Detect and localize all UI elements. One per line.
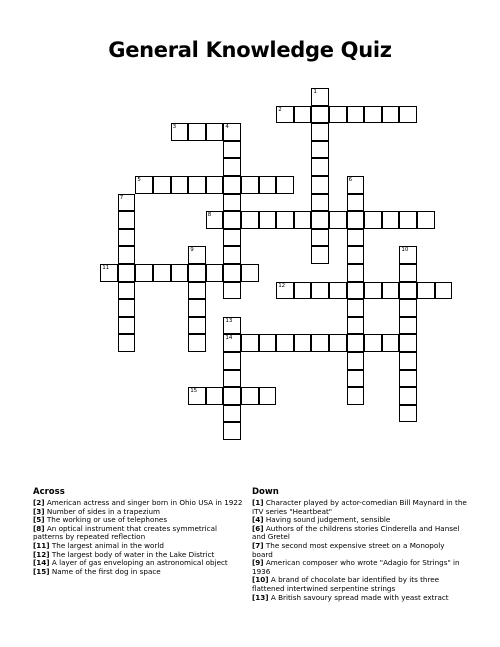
grid-cell[interactable] <box>223 370 241 388</box>
grid-cell[interactable] <box>241 176 259 194</box>
grid-cell[interactable] <box>347 334 365 352</box>
grid-cell[interactable] <box>347 246 365 264</box>
grid-cell[interactable] <box>399 282 417 300</box>
down-clue <box>252 559 467 576</box>
clue-text: Character played by actor-comedian Bill Maynard in the ITV series "Heartbeat" <box>252 498 467 516</box>
grid-cell[interactable] <box>171 123 189 141</box>
grid-cell[interactable] <box>329 334 347 352</box>
clue-text: The largest animal in the world <box>51 540 164 550</box>
grid-cell[interactable] <box>399 334 417 352</box>
grid-cell[interactable] <box>399 106 417 124</box>
clue-number: [6] <box>252 523 264 533</box>
clue-number: [1] <box>252 498 264 507</box>
grid-cell[interactable] <box>347 317 365 335</box>
grid-cell[interactable] <box>223 352 241 370</box>
grid-cell[interactable] <box>294 282 312 300</box>
cell-number: 5 <box>137 177 141 183</box>
clue-text: The largest body of water in the Lake District <box>51 549 215 559</box>
down-clue <box>252 542 467 559</box>
grid-cell[interactable] <box>399 264 417 282</box>
clue-text: American actress and singer born in Ohio USA in 1922 <box>46 498 243 507</box>
grid-cell[interactable] <box>118 211 136 229</box>
clue-text: Number of sides in a trapezium <box>46 506 161 516</box>
across-heading: Across <box>33 487 65 497</box>
clue-text: Authors of the childrens stories Cinderella and Hansel and Gretel <box>252 523 460 542</box>
grid-cell[interactable] <box>382 106 400 124</box>
cell-number: 2 <box>278 106 282 113</box>
grid-cell[interactable] <box>417 211 435 229</box>
grid-cell[interactable] <box>276 334 294 352</box>
grid-cell[interactable] <box>188 264 206 282</box>
grid-cell[interactable] <box>118 299 136 317</box>
down-clues <box>252 487 467 602</box>
grid-cell[interactable] <box>347 352 365 370</box>
clue-number: [9] <box>252 558 264 568</box>
grid-cell[interactable] <box>382 282 400 300</box>
grid-cell[interactable] <box>241 211 259 229</box>
cell-number: 12 <box>278 282 286 289</box>
grid-cell[interactable] <box>329 211 347 229</box>
grid-cell[interactable] <box>188 282 206 300</box>
grid-cell[interactable] <box>347 211 365 229</box>
grid-cell[interactable] <box>399 246 417 264</box>
cell-number: 14 <box>225 335 233 342</box>
grid-cell[interactable] <box>241 264 259 282</box>
grid-cell[interactable] <box>223 211 241 229</box>
grid-cell[interactable] <box>311 246 329 264</box>
grid-cell[interactable] <box>364 282 382 300</box>
cell-number: 6 <box>348 177 353 183</box>
page-title: General Knowledge Quiz <box>108 38 392 62</box>
cell-number: 1 <box>313 89 317 95</box>
grid-cell[interactable] <box>188 123 206 141</box>
down-clue <box>252 594 467 603</box>
grid-cell[interactable] <box>347 282 365 300</box>
grid-cell[interactable] <box>223 123 241 141</box>
grid-cell[interactable] <box>276 282 294 300</box>
grid-cell[interactable] <box>206 211 224 229</box>
clue-number: [8] <box>33 523 45 533</box>
clue-number: [15] <box>33 566 50 576</box>
grid-cell[interactable] <box>311 106 329 124</box>
grid-cell[interactable] <box>223 422 241 440</box>
cell-number: 13 <box>225 317 233 324</box>
cell-number: 9 <box>190 247 194 254</box>
cell-number: 8 <box>207 212 212 219</box>
cell-number: 15 <box>190 388 198 395</box>
grid-cell[interactable] <box>223 158 241 176</box>
grid-cell[interactable] <box>206 264 224 282</box>
clue-text: The working or use of telephones <box>46 515 168 525</box>
clue-number: [3] <box>33 506 45 516</box>
grid-cell[interactable] <box>364 334 382 352</box>
grid-cell[interactable] <box>188 387 206 405</box>
grid-cell[interactable] <box>382 211 400 229</box>
grid-cell[interactable] <box>294 334 312 352</box>
grid-cell[interactable] <box>311 141 329 159</box>
grid-cell[interactable] <box>276 211 294 229</box>
grid-cell[interactable] <box>223 246 241 264</box>
grid-cell[interactable] <box>417 282 435 300</box>
grid-cell[interactable] <box>206 176 224 194</box>
grid-cell[interactable] <box>223 229 241 247</box>
grid-cell[interactable] <box>294 211 312 229</box>
grid-cell[interactable] <box>135 176 153 194</box>
grid-cell[interactable] <box>347 299 365 317</box>
across-clue-list <box>33 499 248 576</box>
grid-cell[interactable] <box>347 229 365 247</box>
grid-cell[interactable] <box>347 370 365 388</box>
grid-cell[interactable] <box>382 334 400 352</box>
grid-cell[interactable] <box>171 264 189 282</box>
clue-text: Name of the first dog in space <box>51 566 161 576</box>
clue-number: [11] <box>33 540 50 550</box>
grid-cell[interactable] <box>276 106 294 124</box>
clue-number: [5] <box>33 515 45 525</box>
grid-cell[interactable] <box>118 246 136 264</box>
grid-cell[interactable] <box>364 211 382 229</box>
grid-cell[interactable] <box>399 405 417 423</box>
grid-cell[interactable] <box>223 282 241 300</box>
grid-cell[interactable] <box>311 88 329 106</box>
across-clues <box>33 487 248 576</box>
grid-cell[interactable] <box>294 106 312 124</box>
grid-cell[interactable] <box>223 264 241 282</box>
clue-number: [13] <box>252 592 269 602</box>
grid-cell[interactable] <box>100 264 118 282</box>
grid-cell[interactable] <box>259 334 277 352</box>
clue-number: [2] <box>33 498 45 507</box>
grid-cell[interactable] <box>188 176 206 194</box>
grid-cell[interactable] <box>118 229 136 247</box>
across-clue <box>33 568 248 577</box>
grid-cell[interactable] <box>399 211 417 229</box>
down-clue <box>252 525 467 542</box>
clue-number: [7] <box>252 540 264 550</box>
grid-cell[interactable] <box>311 282 329 300</box>
grid-cell[interactable] <box>347 176 365 194</box>
clue-number: [14] <box>33 558 50 568</box>
grid-cell[interactable] <box>153 176 171 194</box>
cell-number: 11 <box>102 265 110 271</box>
across-clue <box>33 525 248 542</box>
grid-cell[interactable] <box>311 123 329 141</box>
clue-text: An optical instrument that creates symmetrical patterns by repeated reflection <box>33 523 218 542</box>
down-heading: Down <box>252 487 279 497</box>
clue-number: [4] <box>252 515 264 525</box>
grid-cell[interactable] <box>223 405 241 423</box>
grid-cell[interactable] <box>118 282 136 300</box>
grid-cell[interactable] <box>118 334 136 352</box>
grid-cell[interactable] <box>118 317 136 335</box>
grid-cell[interactable] <box>311 211 329 229</box>
grid-cell[interactable] <box>399 299 417 317</box>
grid-cell[interactable] <box>311 158 329 176</box>
cell-number: 3 <box>172 124 177 131</box>
grid-cell[interactable] <box>171 176 189 194</box>
grid-cell[interactable] <box>399 317 417 335</box>
clue-text: The second most expensive street on a Monopoly board <box>252 540 445 559</box>
clue-number: [10] <box>252 575 269 585</box>
cell-number: 7 <box>119 194 124 201</box>
grid-cell[interactable] <box>347 194 365 212</box>
clue-text: A layer of gas enveloping an astronomical object <box>51 558 228 568</box>
grid-cell[interactable] <box>223 141 241 159</box>
grid-cell[interactable] <box>223 387 241 405</box>
cell-number: 4 <box>225 124 229 131</box>
grid-cell[interactable] <box>364 106 382 124</box>
grid-cell[interactable] <box>153 264 171 282</box>
grid-cell[interactable] <box>223 334 241 352</box>
clue-text: A brand of chocolate bar identified by its three flattened intertwined serpentine strings <box>252 575 440 593</box>
grid-cell[interactable] <box>435 282 453 300</box>
down-clue-list <box>252 499 467 602</box>
clue-text: A British savoury spread made with yeast extract <box>270 592 449 602</box>
grid-cell[interactable] <box>347 264 365 282</box>
grid-cell[interactable] <box>118 194 136 212</box>
grid-cell[interactable] <box>206 123 224 141</box>
down-clue <box>252 576 467 593</box>
grid-cell[interactable] <box>311 176 329 194</box>
grid-cell[interactable] <box>241 387 259 405</box>
grid-cell[interactable] <box>206 387 224 405</box>
grid-cell[interactable] <box>259 176 277 194</box>
grid-cell[interactable] <box>276 176 294 194</box>
clue-text: Having sound judgement, sensible <box>265 515 391 525</box>
grid-cell[interactable] <box>399 352 417 370</box>
cell-number: 10 <box>401 247 409 254</box>
grid-cell[interactable] <box>188 334 206 352</box>
grid-cell[interactable] <box>135 264 153 282</box>
grid-cell[interactable] <box>311 334 329 352</box>
grid-cell[interactable] <box>259 211 277 229</box>
grid-cell[interactable] <box>311 229 329 247</box>
grid-cell[interactable] <box>118 264 136 282</box>
grid-cell[interactable] <box>188 299 206 317</box>
grid-cell[interactable] <box>329 282 347 300</box>
grid-cell[interactable] <box>188 317 206 335</box>
grid-cell[interactable] <box>311 194 329 212</box>
grid-cell[interactable] <box>188 246 206 264</box>
grid-cell[interactable] <box>347 387 365 405</box>
grid-cell[interactable] <box>223 176 241 194</box>
grid-cell[interactable] <box>223 194 241 212</box>
grid-cell[interactable] <box>223 317 241 335</box>
grid-cell[interactable] <box>241 334 259 352</box>
grid-cell[interactable] <box>399 387 417 405</box>
grid-cell[interactable] <box>347 106 365 124</box>
clue-text: American composer who wrote "Adagio for Strings" in 1936 <box>252 558 460 576</box>
grid-cell[interactable] <box>399 370 417 388</box>
grid-cell[interactable] <box>329 106 347 124</box>
grid-cell[interactable] <box>259 387 277 405</box>
down-clue <box>252 499 467 516</box>
clue-number: [12] <box>33 549 50 559</box>
